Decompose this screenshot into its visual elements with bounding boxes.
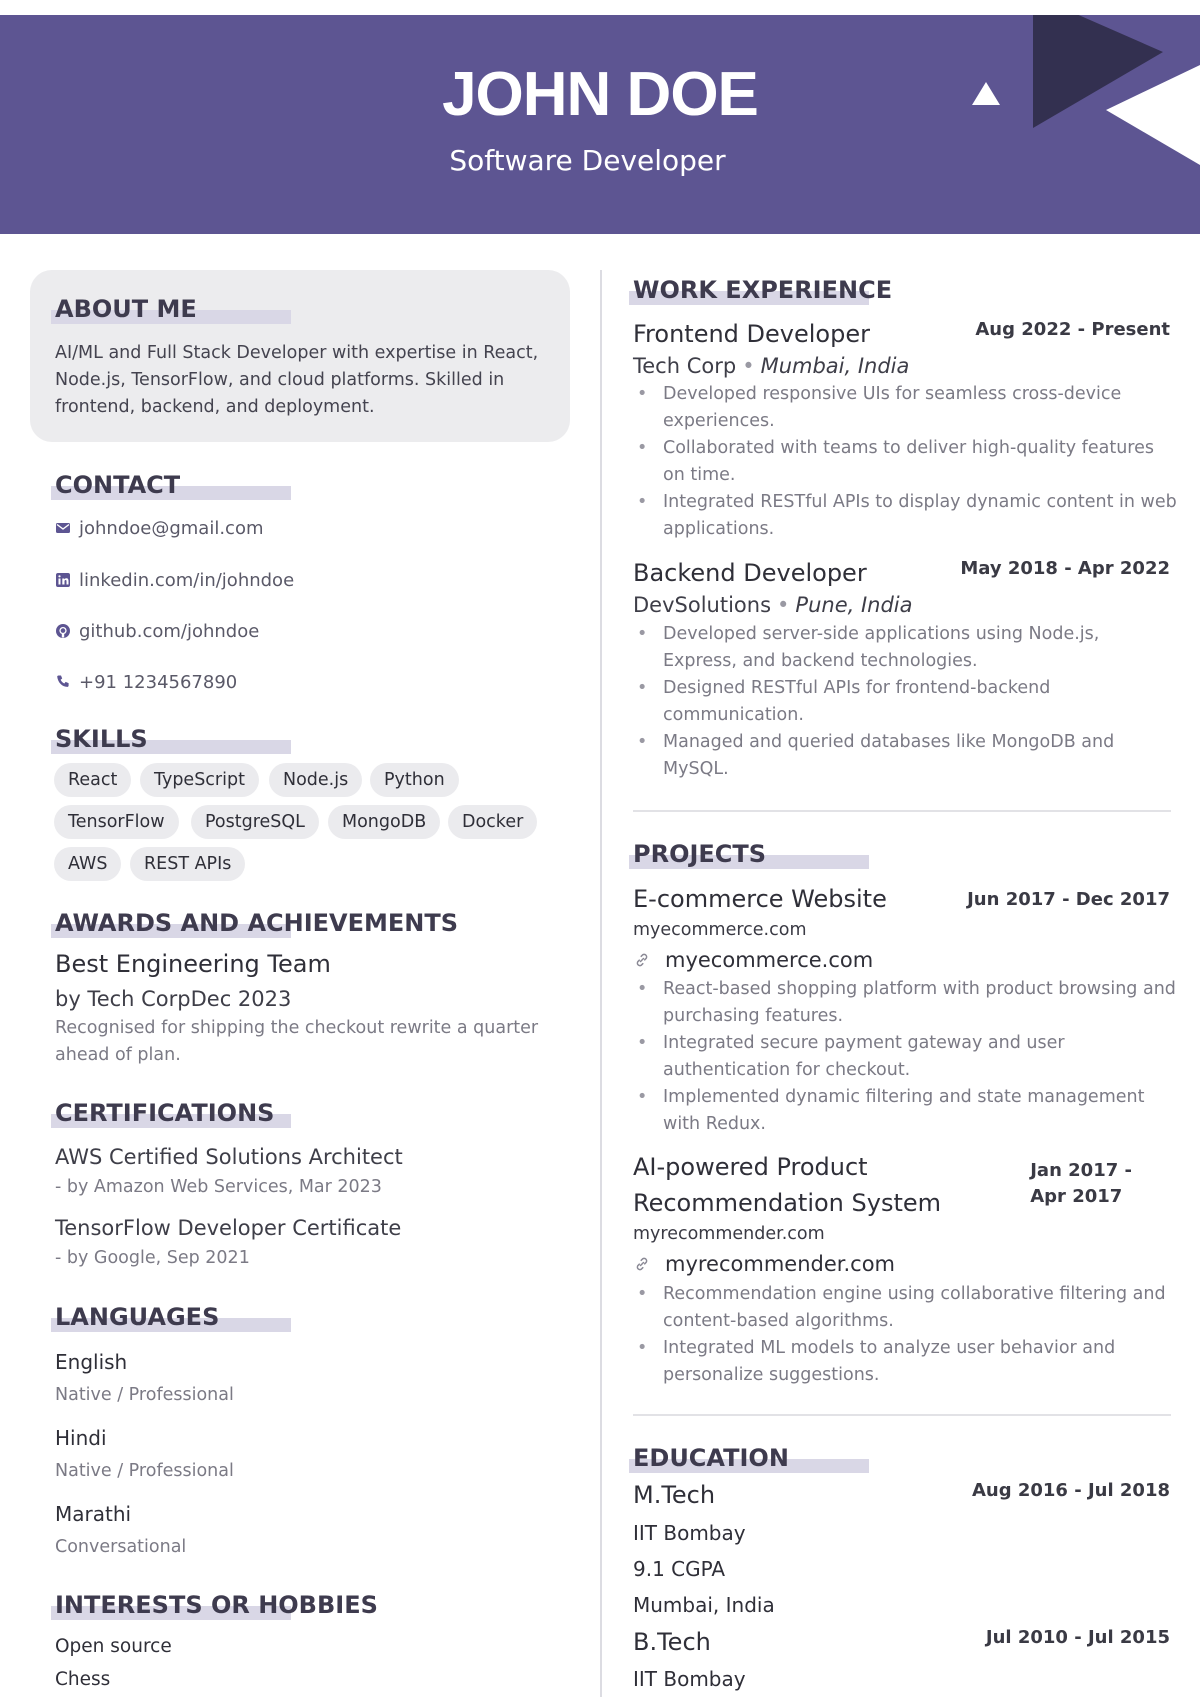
project-link[interactable] [633, 1252, 895, 1276]
skill-chip: TypeScript [140, 763, 259, 797]
link-icon [633, 951, 651, 969]
project-bullets [633, 976, 1178, 1138]
skill-chip: MongoDB [328, 805, 440, 839]
skill-chip: Python [370, 763, 459, 797]
list-item: • Designed RESTful APIs for frontend-backend communication. [633, 675, 1178, 729]
edu-location: Mumbai, India [633, 1593, 775, 1617]
section-title-awards: AWARDS AND ACHIEVEMENTS [55, 909, 458, 937]
section-title-projects: PROJECTS [633, 840, 766, 868]
company-location: Mumbai, India [760, 354, 910, 378]
company-name: DevSolutions [633, 593, 772, 617]
contact-phone-text: +91 1234567890 [79, 671, 238, 693]
section-title-hobbies: INTERESTS OR HOBBIES [55, 1591, 378, 1619]
edu-degree: M.Tech [633, 1481, 716, 1509]
job-title: Frontend Developer [633, 320, 870, 348]
project-date: Jun 2017 - Dec 2017 [967, 889, 1170, 910]
edu-school: IIT Bombay [633, 1521, 746, 1545]
skill-chip: Docker [448, 805, 537, 839]
job-date: Aug 2022 - Present [975, 319, 1170, 340]
contact-github[interactable] [55, 618, 259, 644]
project-title: E-commerce Website [633, 885, 887, 913]
edu-date: Aug 2016 - Jul 2018 [971, 1480, 1170, 1501]
edu-date: Jul 2010 - Jul 2015 [985, 1627, 1170, 1648]
job-date: May 2018 - Apr 2022 [960, 558, 1170, 579]
language-name: Marathi [55, 1502, 132, 1526]
skill-chip: Node.js [269, 763, 362, 797]
award-name: Best Engineering Team [55, 950, 331, 978]
list-item: • Integrated secure payment gateway and user authentication for checkout. [633, 1030, 1178, 1084]
section-title-work: WORK EXPERIENCE [633, 276, 892, 304]
list-item: • Developed responsive UIs for seamless cross-device experiences. [633, 381, 1178, 435]
candidate-role: Software Developer [449, 144, 726, 177]
job-bullets [633, 621, 1178, 783]
cert-issuer: - by Amazon Web Services, Mar 2023 [55, 1177, 382, 1197]
contact-linkedin-text: linkedin.com/in/johndoe [79, 569, 295, 591]
project-date-line1: Jan 2017 - [1030, 1160, 1132, 1181]
phone-icon [55, 674, 71, 690]
project-url: myrecommender.com [633, 1224, 825, 1244]
hobby-item: Open source [55, 1636, 172, 1657]
list-item: • Recommendation engine using collaborative filtering and content-based algorithms. [633, 1281, 1178, 1335]
section-separator [633, 810, 1171, 812]
contact-email[interactable] [55, 515, 264, 541]
award-description: Recognised for shipping the checkout rewrite a quarter ahead of plan. [55, 1018, 539, 1065]
section-separator [633, 1414, 1171, 1416]
language-level: Conversational [55, 1537, 187, 1557]
contact-linkedin[interactable] [55, 567, 294, 593]
about-text: AI/ML and Full Stack Developer with expertise in React, Node.js, TensorFlow, and cloud platforms. Skilled in frontend, backend, and deployment. [55, 343, 539, 417]
project-date [1030, 1160, 1132, 1207]
section-title-languages: LANGUAGES [55, 1303, 219, 1331]
company-name: Tech Corp [633, 354, 737, 378]
section-title-contact: CONTACT [55, 471, 180, 499]
project-link-text: myrecommender.com [665, 1252, 895, 1276]
skill-chip: REST APIs [130, 847, 245, 881]
language-name: Hindi [55, 1426, 107, 1450]
github-icon [55, 623, 71, 639]
job-title: Backend Developer [633, 559, 867, 587]
project-title-line1: AI-powered Product [633, 1153, 868, 1181]
contact-email-text: johndoe@gmail.com [79, 517, 264, 539]
cert-name: TensorFlow Developer Certificate [55, 1216, 402, 1240]
email-icon [55, 520, 71, 536]
project-bullets [633, 1281, 1178, 1389]
cert-name: AWS Certified Solutions Architect [55, 1145, 403, 1169]
skill-chip: TensorFlow [54, 805, 179, 839]
job-company: Tech Corp • Mumbai, India [633, 354, 910, 378]
contact-phone[interactable] [55, 669, 237, 695]
project-date-line2: Apr 2017 [1030, 1186, 1123, 1207]
list-item: • Integrated RESTful APIs to display dynamic content in web applications. [633, 489, 1178, 543]
list-item: • Integrated ML models to analyze user behavior and personalize suggestions. [633, 1335, 1178, 1389]
cert-issuer: - by Google, Sep 2021 [55, 1248, 250, 1268]
section-title-certifications: CERTIFICATIONS [55, 1099, 274, 1127]
project-title-line2: Recommendation System [633, 1189, 942, 1217]
language-level: Native / Professional [55, 1461, 234, 1481]
project-link-text: myecommerce.com [665, 948, 874, 972]
section-title-skills: SKILLS [55, 725, 148, 753]
section-title-about: ABOUT ME [55, 295, 197, 323]
skill-chip: PostgreSQL [191, 805, 319, 839]
job-company: DevSolutions • Pune, India [633, 593, 913, 617]
hobby-item: Chess [55, 1669, 111, 1690]
language-name: English [55, 1350, 128, 1374]
edu-degree: B.Tech [633, 1628, 711, 1656]
edu-school: IIT Bombay [633, 1667, 746, 1691]
candidate-name: JOHN DOE [442, 60, 758, 129]
edu-grade: 9.1 CGPA [633, 1557, 726, 1581]
list-item: • React-based shopping platform with product browsing and purchasing features. [633, 976, 1178, 1030]
header-banner [0, 15, 1200, 234]
list-item: • Implemented dynamic filtering and state management with Redux. [633, 1084, 1178, 1138]
award-issuer: by Tech CorpDec 2023 [55, 987, 292, 1011]
project-link[interactable] [633, 948, 873, 972]
list-item: • Collaborated with teams to deliver high-quality features on time. [633, 435, 1178, 489]
skill-chip: AWS [54, 847, 121, 881]
column-divider [600, 270, 602, 1697]
linkedin-icon [55, 572, 71, 588]
section-title-education: EDUCATION [633, 1444, 789, 1472]
contact-github-text: github.com/johndoe [79, 620, 260, 642]
link-icon [633, 1255, 651, 1273]
list-item: • Developed server-side applications using Node.js, Express, and backend technologies. [633, 621, 1178, 675]
list-item: • Managed and queried databases like MongoDB and MySQL. [633, 729, 1178, 783]
skill-chip: React [54, 763, 131, 797]
job-bullets [633, 381, 1178, 543]
project-url: myecommerce.com [633, 920, 807, 940]
language-level: Native / Professional [55, 1385, 234, 1405]
company-location: Pune, India [795, 593, 913, 617]
